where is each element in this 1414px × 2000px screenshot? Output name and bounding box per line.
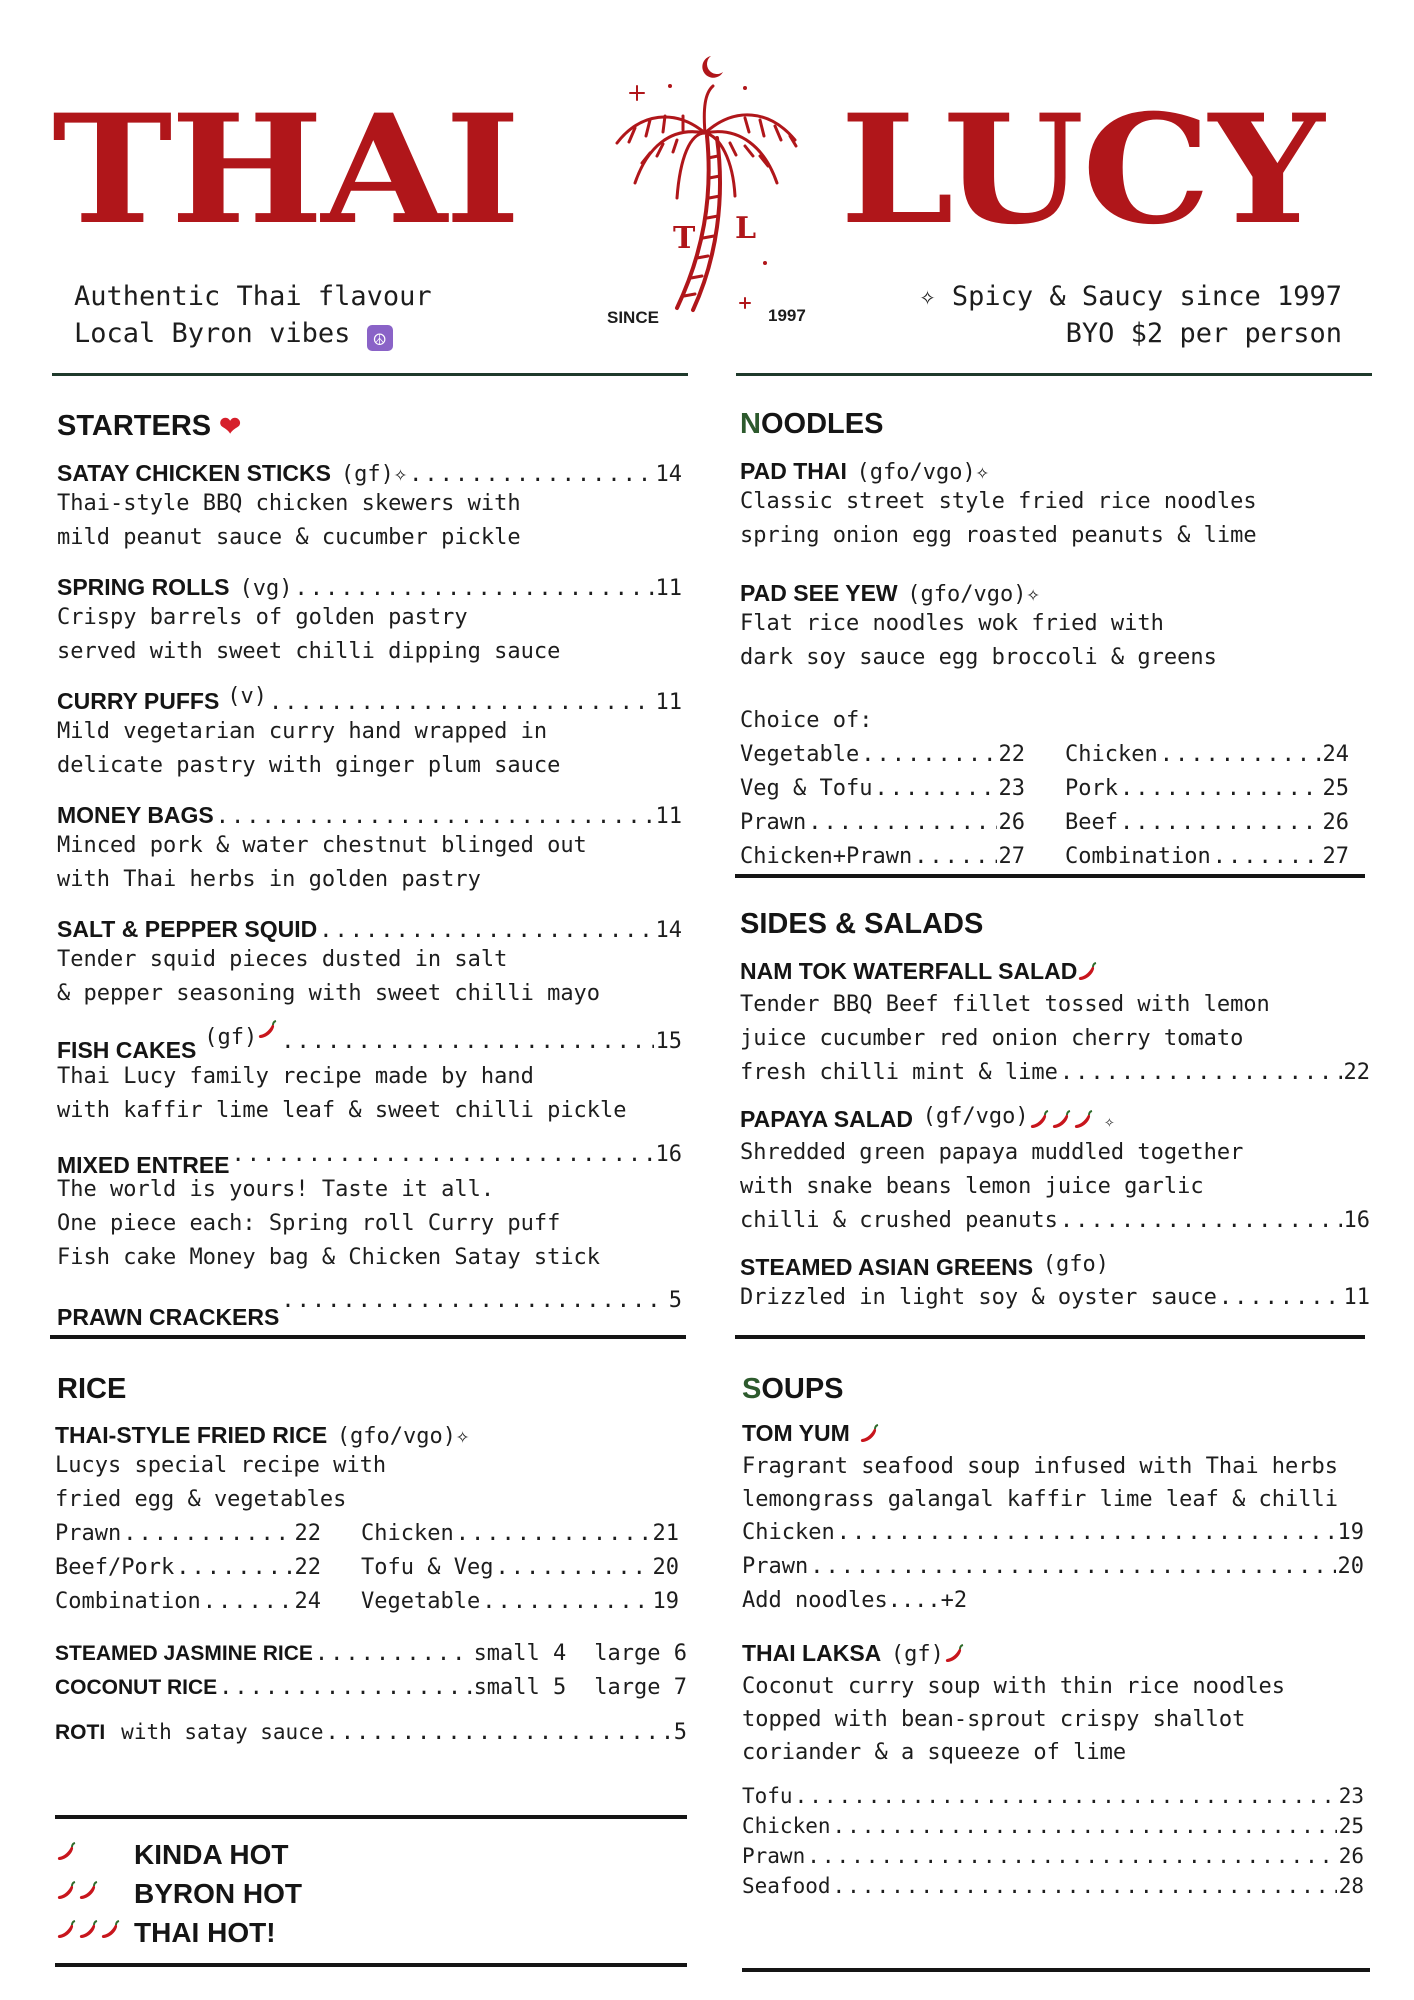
sides-title: SIDES & SALADS [740, 908, 984, 940]
rice-choices: Prawn ..... 22 Beef/Pork ..... 22 Combination ..... 24 Chicken ..... 21 Tofu & Veg ..... 20 Vegetable ..... 19 [55, 1517, 687, 1619]
list-item [740, 580, 1360, 704]
header-rule-right [736, 373, 1372, 376]
list-item: ROTI with satay sauce ..... 5 [55, 1715, 687, 1750]
item-price: 11 [655, 804, 682, 829]
chilli-icon [100, 1920, 122, 1946]
item-name: NAM TOK WATERFALL SALAD [740, 958, 1078, 984]
item-name: PRAWN CRACKERS [57, 1304, 280, 1330]
chilli-icon [78, 1920, 100, 1946]
item-price: 5 [668, 1288, 682, 1313]
chilli-icon [56, 1920, 78, 1946]
noodles-list [740, 458, 1360, 874]
noodle-choices: Vegetable ..... 22 Veg & Tofu ..... 23 Prawn ..... 26 Chicken+Prawn ..... 27 Chicken ..... 24 Pork ..... 25 Beef ..... 26 Combination ..... 27 [740, 738, 1360, 874]
item-name: THAI LAKSA [742, 1640, 882, 1666]
item-desc: Tender squid pieces dusted in salt & pepper seasoning with sweet chilli mayo [57, 947, 601, 1006]
rice-list [55, 1422, 687, 1750]
item-price: 14 [655, 462, 682, 487]
rice-rule [55, 1815, 687, 1819]
noodles-rule [735, 874, 1365, 878]
item-tag: (gfo/vgo)✧ [336, 1424, 470, 1449]
list-item [57, 1140, 682, 1286]
item-price: 22 [1343, 1059, 1370, 1085]
sides-list [740, 958, 1370, 1315]
list-item: NAM TOK WATERFALL SALAD Tender BBQ Beef fillet tossed with lemon juice cucumber red onion cherry tomato fresh chilli mint & lime ..... 22 [740, 958, 1370, 1106]
item-tag: (v) [227, 684, 268, 709]
item-desc: Crispy barrels of golden pastry served with sweet chilli dipping sauce [57, 605, 561, 664]
spice-legend [56, 1835, 302, 1952]
chilli-icon [1051, 1110, 1073, 1136]
item-price: 11 [1343, 1285, 1370, 1310]
sparkle-icon: ✧ [1104, 1112, 1115, 1132]
chilli-icon [859, 1424, 881, 1450]
tagline-right-1: ✧ Spicy & Saucy since 1997 [919, 281, 1342, 312]
list-item: COCONUT RICE ..... small 5 large 7 [55, 1671, 687, 1705]
chilli-icon [944, 1644, 966, 1670]
list-item [57, 460, 682, 574]
soups-list [742, 1420, 1364, 1901]
chilli-icon [78, 1881, 100, 1907]
since-label: SINCE [607, 308, 659, 327]
chilli-icon [56, 1881, 78, 1907]
item-name: FISH CAKES [57, 1037, 197, 1063]
tagline-right-2: BYO $2 per person [1065, 318, 1342, 349]
item-price: 14 [655, 918, 682, 943]
starters-list [57, 460, 682, 1330]
chilli-icon [56, 1842, 78, 1868]
soups-rule [742, 1968, 1370, 1972]
item-name: PAD SEE YEW [740, 580, 898, 606]
item-price: 11 [655, 576, 682, 601]
legend-byron-hot: BYRON HOT [56, 1874, 302, 1913]
legend-rule [55, 1963, 687, 1967]
item-desc: Tender BBQ Beef fillet tossed with lemon juice cucumber red onion cherry tomato [740, 991, 1270, 1051]
item-desc: Fragrant seafood soup infused with Thai herbs lemongrass galangal kaffir lime leaf & chilli [742, 1453, 1339, 1512]
list-item: PAPAYA SALAD (gf/vgo) ✧ Shredded green papaya muddled together with snake beans lemon juice garlic chilli & crushed peanuts ..... 16 [740, 1106, 1370, 1254]
list-item [740, 458, 1360, 580]
item-price: 11 [655, 690, 682, 715]
legend-kinda-hot: KINDA HOT [56, 1835, 302, 1874]
item-name: SPRING ROLLS [57, 574, 230, 600]
item-desc: Thai-style BBQ chicken skewers with mild peanut sauce & cucumber pickle [57, 491, 521, 550]
chilli-icon [1029, 1110, 1051, 1136]
item-tag: (gf) [204, 1025, 258, 1050]
peace-icon: ☮ [367, 325, 393, 351]
item-tag: (gfo) [1042, 1252, 1109, 1277]
soups-title: SOUPS [742, 1373, 844, 1405]
item-name: MIXED ENTREE [57, 1152, 230, 1178]
item-desc: Mild vegetarian curry hand wrapped in delicate pastry with ginger plum sauce [57, 719, 561, 778]
item-name: STEAMED ASIAN GREENS [740, 1254, 1034, 1280]
chilli-icon [1077, 962, 1099, 988]
item-tag: (gfo/vgo)✧ [907, 582, 1040, 607]
tagline-left [74, 278, 432, 352]
starters-title: STARTERS ❤ [57, 410, 241, 442]
item-tag: (vg) [239, 576, 293, 601]
list-item [57, 574, 682, 688]
item-desc: Thai Lucy family recipe made by hand with kaffir lime leaf & sweet chilli pickle [57, 1064, 627, 1123]
item-desc: Minced pork & water chestnut blinged out with Thai herbs in golden pastry [57, 833, 587, 892]
item-price: 16 [1343, 1207, 1370, 1233]
brand-lucy: LUCY [840, 82, 1323, 258]
item-name: THAI-STYLE FRIED RICE [55, 1422, 328, 1448]
item-name: SATAY CHICKEN STICKS [57, 460, 331, 486]
item-name: SALT & PEPPER SQUID [57, 916, 318, 942]
svg-text:T: T [673, 221, 696, 256]
item-desc: Lucys special recipe with fried egg & vegetables [55, 1453, 387, 1512]
brand-thai: THAI [52, 82, 519, 258]
rice-title: RICE [57, 1373, 127, 1405]
noodles-title: NOODLES [740, 408, 884, 440]
item-desc: The world is yours! Taste it all. One piece each: Spring roll Curry puff Fish cake Money bag & Chicken Satay stick [57, 1177, 601, 1270]
item-desc: Shredded green papaya muddled together with snake beans lemon juice garlic [740, 1139, 1244, 1199]
list-item [57, 1026, 682, 1140]
palm-tree-logo [595, 48, 815, 323]
item-tag: (gf)✧ [340, 462, 408, 487]
list-item [57, 684, 682, 802]
item-name: CURRY PUFFS [57, 688, 220, 714]
chilli-icon [1073, 1110, 1095, 1136]
since-year: 1997 [768, 306, 806, 325]
list-item: STEAMED ASIAN GREENS (gfo) Drizzled in light soy & oyster sauce ..... 11 [740, 1254, 1370, 1315]
item-tag: (gf) [890, 1642, 944, 1667]
svg-text:L: L [735, 211, 757, 246]
item-name: MONEY BAGS [57, 802, 214, 828]
list-item [57, 1286, 682, 1330]
choice-label: Choice of: [740, 708, 873, 733]
item-name: TOM YUM [742, 1420, 850, 1446]
list-item [57, 802, 682, 916]
item-tag: (gfo/vgo)✧ [856, 460, 989, 485]
sides-rule [735, 1335, 1365, 1339]
starters-rule [50, 1335, 686, 1339]
list-item: STEAMED JASMINE RICE ..... small 4 large 6 [55, 1637, 687, 1671]
header-rule-left [52, 373, 688, 376]
list-item: THAI LAKSA (gf) Coconut curry soup with thin rice noodles topped with bean-sprout crispy shallot coriander & a squeeze of lime Tofu ..... 23 Chicken ..... 25 Prawn ..... 26 Seafood ..... 28 [742, 1640, 1364, 1901]
item-desc: Coconut curry soup with thin rice noodles topped with bean-sprout crispy shallot coriander & a squeeze of lime [742, 1673, 1286, 1765]
list-item [57, 916, 682, 1026]
item-price: 16 [655, 1142, 682, 1167]
item-tag: (gf/vgo) [922, 1104, 1029, 1129]
tagline-left-1: Authentic Thai flavour [74, 281, 432, 312]
item-name: PAD THAI [740, 458, 847, 484]
tagline-right [919, 278, 1342, 352]
item-price: 15 [655, 1029, 682, 1054]
list-item: TOM YUM Fragrant seafood soup infused with Thai herbs lemongrass galangal kaffir lime leaf & chilli Chicken ..... 19 Prawn ..... 20 Add noodles....+2 [742, 1420, 1364, 1640]
chilli-icon [257, 1020, 279, 1046]
item-desc: Classic street style fried rice noodles spring onion egg roasted peanuts & lime [740, 489, 1257, 548]
item-name: PAPAYA SALAD [740, 1106, 913, 1132]
tagline-left-2: Local Byron vibes ☮ [74, 315, 432, 352]
legend-thai-hot: THAI HOT! [56, 1913, 302, 1952]
heart-icon: ❤ [219, 411, 241, 441]
item-desc: Flat rice noodles wok fried with dark soy sauce egg broccoli & greens [740, 611, 1217, 670]
